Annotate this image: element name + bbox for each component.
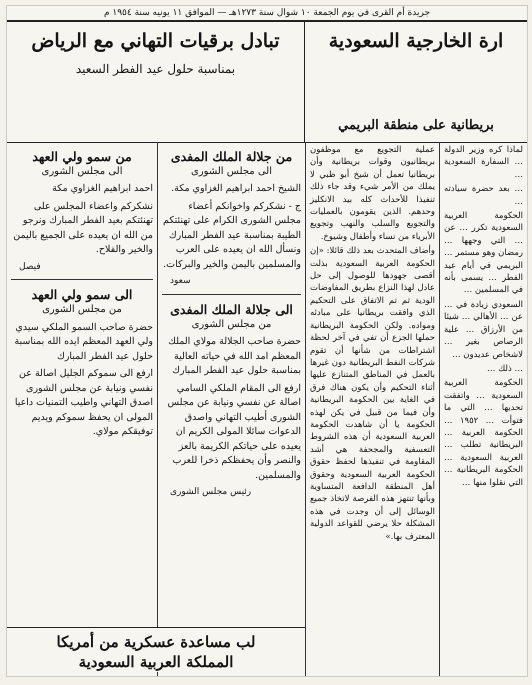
newspaper-page — [6, 5, 528, 677]
main-headline-block — [304, 22, 527, 142]
main-headline: ارة الخارجية السعودية — [328, 30, 504, 52]
paragraph: حضرة صاحب السمو الملكي سيدي ولي العهد المعظم ايده الله بمناسبة حلول عيد الفطر المبارك — [14, 321, 153, 362]
telegram-subtitle: من مجلس الشورى — [191, 318, 272, 330]
paragraph: حضرة صاحب الجلالة مولاي الملك المعظم امد الله في حياته العالية بمناسبة حلول عيد الفطر المبارك — [168, 336, 301, 377]
telegram-council-to-king — [162, 301, 301, 499]
telegram-crown-prince-to-council — [11, 148, 153, 273]
telegram-body — [11, 182, 153, 258]
divider — [11, 279, 153, 280]
telegram-title: من جلالة الملك المفدى — [170, 149, 293, 164]
article-columns — [7, 142, 527, 676]
column-4 — [7, 142, 157, 676]
column-2 — [305, 142, 439, 676]
headline-band — [7, 22, 527, 143]
telegram-signature: سعود — [170, 276, 191, 287]
paragraph: ج - نشكركم واخوانكم أعضاء مجلس الشورى الكرام على تهنئتكم الطيبة بمناسبة عيد الفطر المبارك ونسأل الله ان يعيده على العرب والمسلمين باليمن والخير والبركات. — [163, 200, 301, 270]
telegram-council-to-crown-prince — [11, 286, 153, 439]
telegram-signature: فيصل — [19, 261, 41, 272]
divider — [162, 294, 301, 295]
telegram-subtitle: الى مجلس الشورى — [41, 166, 123, 177]
telegram-title: من سمو ولي العهد — [32, 149, 132, 164]
paragraph: … ذلك … — [487, 363, 523, 374]
paragraph: ارفع الى سموكم الجليل اصالة عن نفسي ونيابة عن مجلس الشورى اصدق التهاني واطيب التمنيات داعيا المولى ان يحفظ سموكم ويديم توفيقكم مولاي. — [14, 368, 153, 438]
column-3 — [157, 142, 305, 676]
bottom-headline: لب مساعدة عسكرية من أمريكا — [56, 633, 256, 651]
dateline: جريدة أم القرى في يوم الجمعة ١٠ شوال سنة ١٢٧٣هـ — الموافق ١١ يونيه سنة ١٩٥٤ م — [7, 6, 527, 22]
paragraph: لماذا كره وزير الدولة … السفارة السعودية … — [444, 145, 523, 180]
bottom-headline-block — [7, 627, 305, 672]
paragraph: نشكركم واعضاء المجلس على تهنئتكم بعيد الفطر المبارك ونرجو من الله ان يعيده على الجميع باليمن والخير والفلاح. — [13, 200, 153, 256]
paragraph: الحكومة العربية السعودية … واتفقت تحديها … التي ما فتوأت … ١٩٥٢ … الحكومة العربية … البريطانية تطلب … العربية السعودية … الحكومة البريطانية … التي نقلوا منها … — [444, 378, 523, 488]
second-headline: تبادل برقيات التهاني مع الرياض — [31, 30, 280, 52]
paragraph: السعودي زيادة في … عن … الأهالي … شيئا من الأرزاق … علية الرصاص بغير … لاشخاص عديدون … — [444, 299, 523, 360]
telegram-signature: رئيس مجلس الشورى — [170, 487, 252, 498]
telegram-title: الى سمو ولي العهد — [31, 287, 133, 303]
paragraph: الحكومة العربية السعودية تكرر … عن … التي وجهها … رمضان وهو مستمر … البريمي في أيام عيد الفطر … يسمى بأنه في المسلمين … — [444, 211, 523, 296]
paragraph: … بعد حضرة سيادته … — [444, 184, 523, 207]
telegram-body — [162, 335, 301, 483]
second-headline-block — [7, 22, 304, 142]
paragraph: وأضاف المتحدث بعد ذلك قائلا: «إن الحكومة العربية السعودية بذلت أقصى جهودها للوصول إلى حل عادل لهذا النزاع بطريق المفاوضات الودية ثم تم الاتفاق على التحكيم الذي وافقت بريطانيا على مبادئه ومواده. ولكن الحكومة البريطانية حملها الجزع أن تفي في آخر لحظة اشتراطات من شأنها أن تقوم شركات النفط البريطانية دون غيرها بالعمل في المناطق المتنازع عليها أثناء التحكيم وأن يكون هناك فرق في الغاية بين الحكومة البريطانية وأن فيما من قبيل في يكن لهذه الحكومة يا أن شاهدت الحكومة العربية السعودية أن هذه الشروط التعسفية والمجحفة هي أشد المقاومة في تنفيذها لحفظ حقوق الحكومة العربية السعودية وحقوق أهل المنطقة الدافعة المتساوية وبأنها تنتهز هذه الفرصة لاتخاذ جميع الوسائل إلى أن وجدت في هذه المشكلة حلا يرضي للقواعد الدولية المعترف بها.» — [310, 246, 435, 542]
main-subhead: بريطانية على منطقة البريمي — [338, 118, 494, 133]
paragraph: احمد ابراهيم الغزاوي مكة — [52, 183, 153, 195]
paragraph: عملية التجويع مع موظفون بريطانيون وقوات بريطانية وأن بريطانيا تعمل أن شيخ أبو ظبي لا يملك من الأمر شيء وقد جاء ذلك تنفيذا للأحداث كله بيد الانكليز وحدهم. الذين يقومون بالعمليات والتجويع والسلب والنهب وتجويع الأبرياء من نساء وأطفال وشيوخ. — [310, 145, 435, 242]
paragraph: الشيخ احمد ابراهيم الغزاوي مكة. — [171, 183, 301, 195]
column-1 — [439, 142, 527, 676]
second-subhead: بمناسبة حلول عيد الفطر السعيد — [75, 62, 236, 76]
paragraph: ارفع الى المقام الملكي السامي اصالة عن نفسي ونيابة عن مجلس الشورى أطيب التهاني واصدق الدعوات سائلا المولى الكريم ان يعيده على حياتكم الكريمة بالعز والنصر وأن يحفظكم ذخرا للعرب والمسلمين. — [167, 382, 301, 481]
telegram-king-to-council — [162, 148, 301, 288]
bottom-subheadline: المملكة العربية السعودية — [78, 653, 234, 671]
telegram-body — [11, 321, 153, 440]
telegram-subtitle: الى مجلس الشورى — [191, 166, 272, 177]
telegram-subtitle: من مجلس الشورى — [42, 304, 122, 316]
telegram-body — [162, 182, 301, 272]
telegram-title: الى جلالة الملك المفدى — [170, 301, 293, 317]
